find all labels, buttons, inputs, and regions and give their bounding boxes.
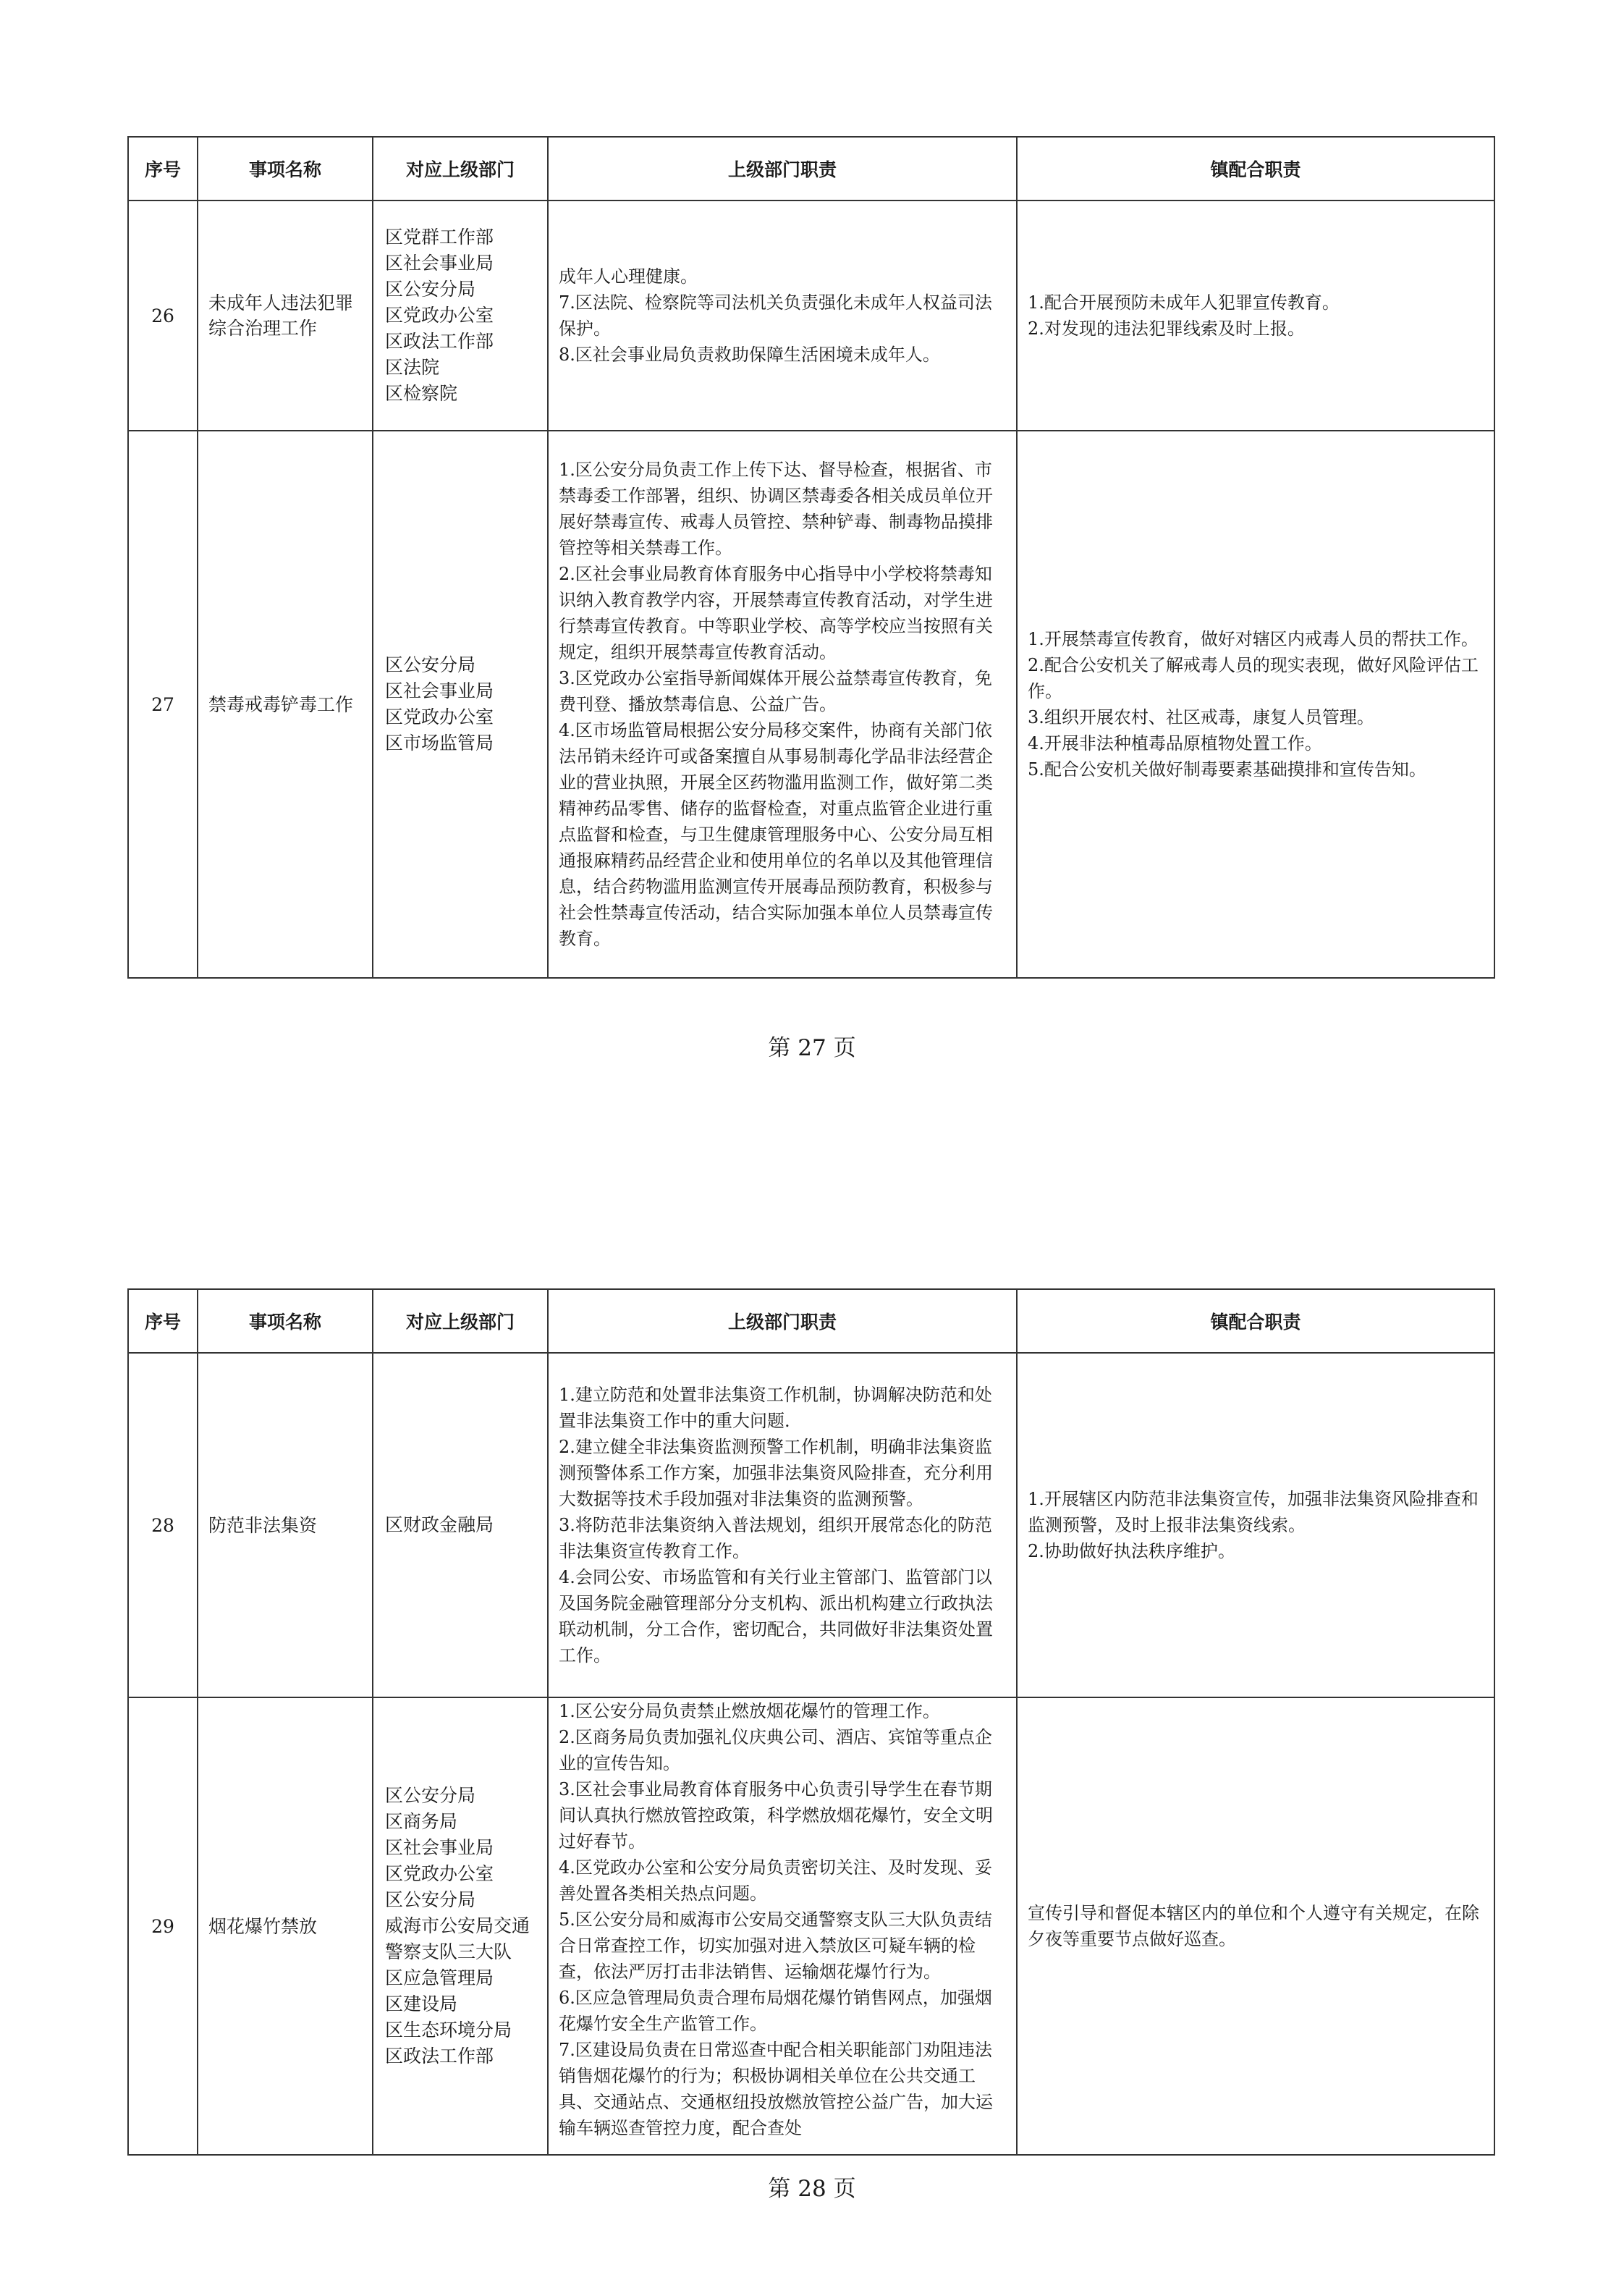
town-duty-item: 2.配合公安机关了解戒毒人员的现实表现，做好风险评估工作。 (1028, 655, 1479, 701)
row-name: 防范非法集资 (198, 1353, 373, 1697)
row-depts (373, 1353, 548, 1697)
town-duty-item: 4.开展非法种植毒品原植物处置工作。 (1028, 733, 1322, 754)
row-seq: 27 (128, 431, 198, 978)
duty-item: 1.建立防范和处置非法集资工作机制，协调解决防范和处置非法集资工作中的重大问题. (559, 1385, 992, 1431)
town-duty-item: 5.配合公安机关做好制毒要素基础摸排和宣传告知。 (1028, 759, 1426, 780)
row-name: 禁毒戒毒铲毒工作 (198, 431, 373, 978)
table-row (128, 1697, 1494, 2155)
row-town-duties (1017, 1697, 1494, 2155)
header-seq: 序号 (128, 137, 198, 201)
dept-item: 区财政金融局 (385, 1514, 494, 1535)
table-row (128, 431, 1494, 978)
dept-item: 威海市公安局交通警察支队三大队 (385, 1915, 530, 1962)
row-town-duties (1017, 201, 1494, 431)
town-duty-item: 2.对发现的违法犯罪线索及时上报。 (1028, 318, 1305, 339)
row-name: 未成年人违法犯罪综合治理工作 (198, 201, 373, 431)
header-name: 事项名称 (198, 137, 373, 201)
header-town: 镇配合职责 (1017, 137, 1494, 201)
header-name: 事项名称 (198, 1289, 373, 1353)
duty-item: 3.将防范非法集资纳入普法规划，组织开展常态化的防范非法集资宣传教育工作。 (559, 1515, 992, 1561)
row-duties (548, 1697, 1017, 2155)
dept-item: 区政法工作部 (385, 2046, 494, 2067)
table-header-row (128, 1289, 1494, 1353)
duty-item: 4.区市场监管局根据公安分局移交案件，协商有关部门依法吊销未经许可或备案擅自从事易制毒化学品非法经营企业的营业执照，开展全区药物滥用监测工作，做好第二类精神药品零售、储存的监督检查，对重点监管企业进行重点监督和检查，与卫生健康管理服务中心、公安分局互相通报麻精药品经营企业和使用单位的名单以及其他管理信息，结合药物滥用监测宣传开展毒品预防教育，积极参与社会性禁毒宣传活动，结合实际加强本单位人员禁毒宣传教育。 (559, 720, 993, 949)
duty-item: 6.区应急管理局负责合理布局烟花爆竹销售网点，加强烟花爆竹安全生产监管工作。 (559, 1988, 992, 2034)
duty-item: 7.区法院、检察院等司法机关负责强化未成年人权益司法保护。 (559, 292, 992, 339)
page-number: 第 27 页 (768, 1035, 856, 1061)
dept-item: 区党政办公室 (385, 1863, 494, 1884)
row-duties (548, 201, 1017, 431)
duty-item: 5.区公安分局和威海市公安局交通警察支队三大队负责结合日常查控工作，切实加强对进入禁放区可疑车辆的检查，依法严厉打击非法销售、运输烟花爆竹行为。 (559, 1909, 992, 1982)
dept-item: 区党政办公室 (385, 706, 494, 727)
dept-item: 区法院 (385, 357, 440, 378)
duty-item: 2.区社会事业局教育体育服务中心指导中小学校将禁毒知识纳入教育教学内容，开展禁毒宣传教育活动，对学生进行禁毒宣传教育。中等职业学校、高等学校应当按照有关规定，组织开展禁毒宣传教育活动。 (559, 564, 993, 662)
town-duty-item: 1.开展禁毒宣传教育，做好对辖区内戒毒人员的帮扶工作。 (1028, 629, 1479, 649)
dept-item: 区党群工作部 (385, 227, 494, 248)
table-row (128, 1353, 1494, 1697)
duty-item: 2.区商务局负责加强礼仪庆典公司、酒店、宾馆等重点企业的宣传告知。 (559, 1727, 992, 1773)
dept-item: 区公安分局 (385, 1785, 476, 1806)
row-duties (548, 431, 1017, 978)
row-seq: 28 (128, 1353, 198, 1697)
row-seq: 26 (128, 201, 198, 431)
row-duties (548, 1353, 1017, 1697)
town-duty-item: 2.协助做好执法秩序维护。 (1028, 1541, 1235, 1561)
row-depts (373, 201, 548, 431)
duty-item: 8.区社会事业局负责救助保障生活困境未成年人。 (559, 345, 940, 365)
dept-item: 区生态环境分局 (385, 2019, 512, 2040)
town-duty-item: 1.开展辖区内防范非法集资宣传，加强非法集资风险排查和监测预警，及时上报非法集资线索。 (1028, 1489, 1479, 1535)
dept-item: 区建设局 (385, 1993, 458, 2014)
duty-item: 成年人心理健康。 (559, 266, 698, 287)
dept-item: 区党政办公室 (385, 305, 494, 326)
header-dept: 对应上级部门 (373, 137, 548, 201)
header-town: 镇配合职责 (1017, 1289, 1494, 1353)
dept-item: 区市场监管局 (385, 733, 494, 754)
dept-item: 区公安分局 (385, 279, 476, 300)
duty-item: 3.区党政办公室指导新闻媒体开展公益禁毒宣传教育，免费刊登、播放禁毒信息、公益广告。 (559, 668, 992, 714)
duty-item: 2.建立健全非法集资监测预警工作机制，明确非法集资监测预警体系工作方案，加强非法集资风险排查，充分利用大数据等技术手段加强对非法集资的监测预警。 (559, 1437, 993, 1509)
page-number: 第 28 页 (768, 2176, 856, 2202)
header-duty: 上级部门职责 (548, 137, 1017, 201)
duty-table-page-28 (127, 1288, 1495, 2156)
row-depts (373, 1697, 548, 2155)
town-duty-item: 1.配合开展预防未成年人犯罪宣传教育。 (1028, 292, 1340, 313)
row-town-duties (1017, 1353, 1494, 1697)
town-duty-item: 3.组织开展农村、社区戒毒，康复人员管理。 (1028, 707, 1374, 727)
duty-item: 1.区公安分局负责工作上传下达、督导检查，根据省、市禁毒委工作部署，组织、协调区禁毒委各相关成员单位开展好禁毒宣传、戒毒人员管控、禁种铲毒、制毒物品摸排管控等相关禁毒工作。 (559, 460, 993, 558)
row-seq: 29 (128, 1697, 198, 2155)
dept-item: 区政法工作部 (385, 331, 494, 352)
dept-item: 区公安分局 (385, 654, 476, 675)
header-dept: 对应上级部门 (373, 1289, 548, 1353)
dept-item: 区社会事业局 (385, 1837, 494, 1858)
duty-item: 7.区建设局负责在日常巡查中配合相关职能部门劝阻违法销售烟花爆竹的行为；积极协调相关单位在公共交通工具、交通站点、交通枢纽投放燃放管控公益广告，加大运输车辆巡查管控力度，配合查处 (559, 2040, 993, 2138)
dept-item: 区商务局 (385, 1811, 458, 1832)
dept-item: 区社会事业局 (385, 680, 494, 701)
row-town-duties (1017, 431, 1494, 978)
duty-item: 3.区社会事业局教育体育服务中心负责引导学生在春节期间认真执行燃放管控政策，科学燃放烟花爆竹，安全文明过好春节。 (559, 1779, 993, 1852)
duty-item: 1.区公安分局负责禁止燃放烟花爆竹的管理工作。 (559, 1701, 940, 1721)
dept-item: 区检察院 (385, 383, 458, 404)
table-header-row (128, 137, 1494, 201)
dept-item: 区社会事业局 (385, 253, 494, 274)
row-name: 烟花爆竹禁放 (198, 1697, 373, 2155)
header-seq: 序号 (128, 1289, 198, 1353)
dept-item: 区公安分局 (385, 1889, 476, 1910)
header-duty: 上级部门职责 (548, 1289, 1017, 1353)
row-depts (373, 431, 548, 978)
duty-item: 4.区党政办公室和公安分局负责密切关注、及时发现、妥善处置各类相关热点问题。 (559, 1857, 992, 1904)
town-duty-item: 宣传引导和督促本辖区内的单位和个人遵守有关规定，在除夕夜等重要节点做好巡查。 (1028, 1903, 1479, 1949)
dept-item: 区应急管理局 (385, 1967, 494, 1988)
table-row (128, 201, 1494, 431)
duty-item: 4.会同公安、市场监管和有关行业主管部门、监管部门以及国务院金融管理部分分支机构、派出机构建立行政执法联动机制，分工合作，密切配合，共同做好非法集资处置工作。 (559, 1567, 993, 1666)
duty-table-page-27 (127, 136, 1495, 979)
